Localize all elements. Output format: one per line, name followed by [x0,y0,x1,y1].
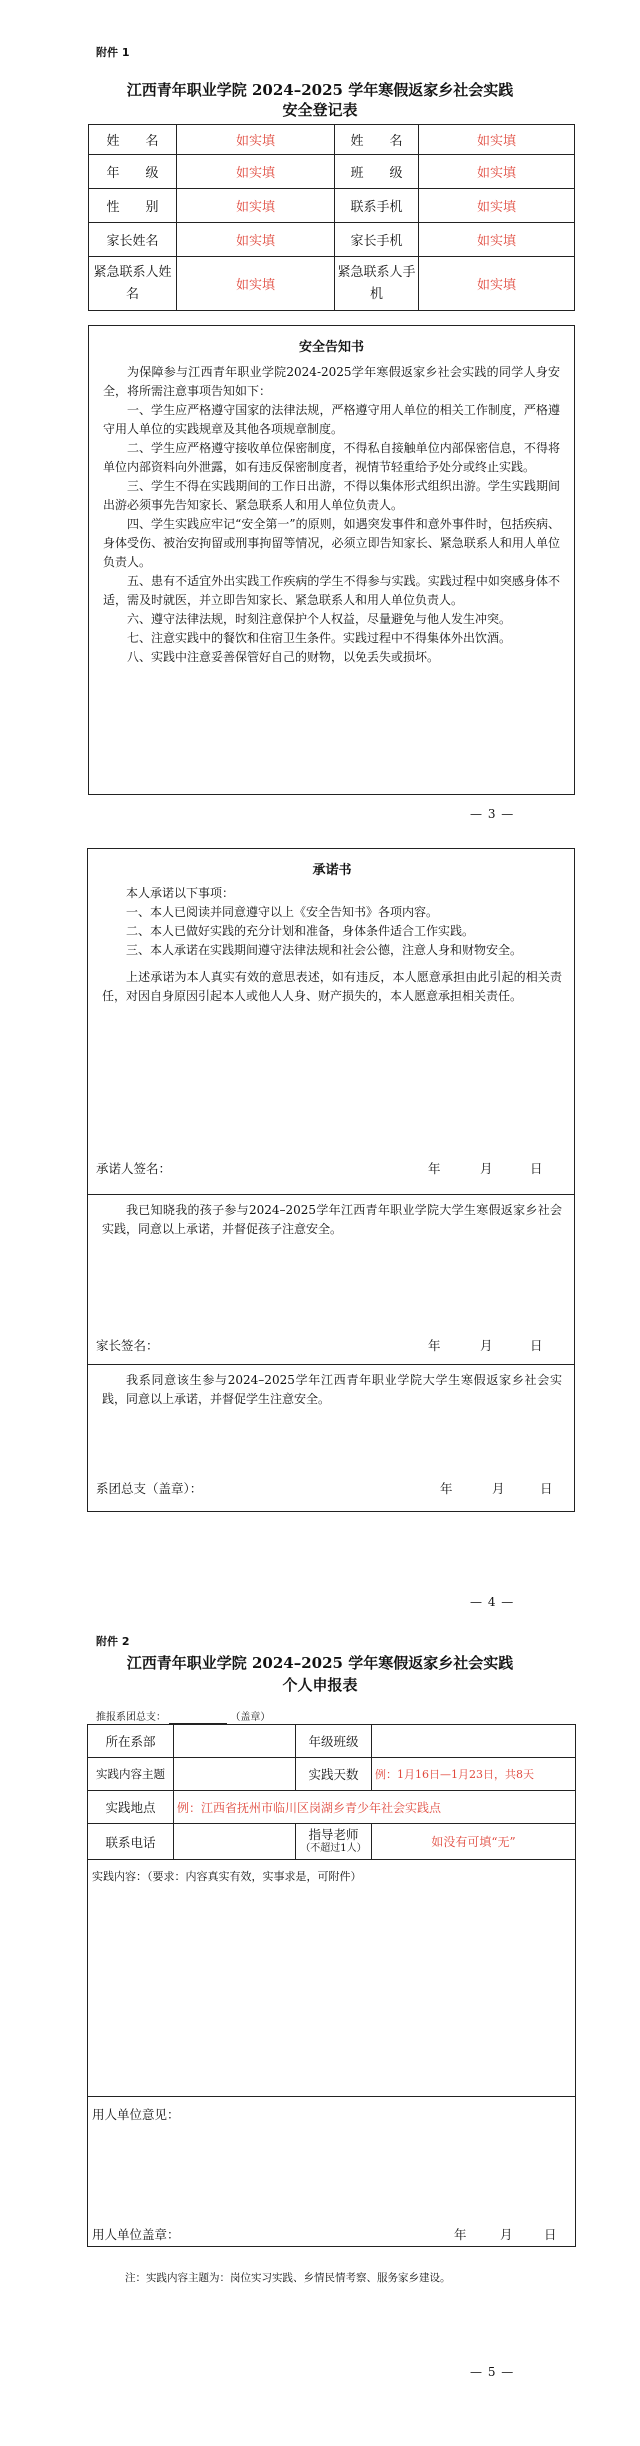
attachment-label: 附件 1 [96,46,130,59]
theme-label: 实践内容主题 [88,1758,174,1791]
divider [88,1194,574,1195]
application-table [87,1724,576,2247]
date-month: 月 [480,1338,493,1353]
teacher-label: 指导老师 [308,1826,359,1842]
field-value[interactable]: 如实填 [419,125,575,155]
date-day: 日 [544,2227,557,2242]
field-label: 紧急联系人手机 [335,257,419,311]
notice-paragraph: 八、实践中注意妥善保管好自己的财物，以免丢失或损坏。 [127,650,440,664]
field-value[interactable]: 如实填 [177,257,335,311]
notice-paragraph: 四、学生实践应牢记“安全第一”的原则，如遇突发事件和意外事件时，包括疾病、身体受伤、被治安拘留或刑事拘留等情况，必须立即告知家长、紧急联系人和用人单位负责人。 [103,517,560,569]
date-month: 月 [500,2227,513,2242]
pledge-section [102,859,562,1006]
grade-class-value[interactable] [372,1725,576,1758]
page-title [60,80,580,120]
parent-signature-label[interactable]: 家长签名： [96,1338,159,1353]
days-value[interactable]: 例：1月16日—1月23日，共8天 [372,1758,576,1791]
location-value[interactable]: 例：江西省抚州市临川区岗湖乡青少年社会实践点 [174,1791,576,1824]
pledge-paragraph: 一、本人已阅读并同意遵守以上《安全告知书》各项内容。 [126,905,439,919]
field-value[interactable]: 如实填 [177,155,335,189]
title-line-2: 个人申报表 [282,1676,358,1694]
department-seal-label[interactable]: 系团总支（盖章）： [96,1481,203,1496]
title-line-2: 安全登记表 [282,101,358,119]
field-label: 姓 名 [89,125,177,155]
department-approval-text: 我系同意该生参与2024–2025学年江西青年职业学院大学生寒假返家乡社会实践，同意以上承诺，并督促学生注意安全。 [102,1373,562,1406]
date-day: 日 [540,1481,553,1496]
table-row [89,257,575,311]
employer-seal-label: 用人单位盖章： [92,2227,180,2242]
theme-value[interactable] [174,1758,296,1791]
field-value[interactable]: 如实填 [419,257,575,311]
date-month: 月 [480,1161,493,1176]
notice-paragraph: 五、患有不适宜外出实践工作疾病的学生不得参与实践。实践过程中如突感身体不适，需及时就医，并立即告知家长、紧急联系人和用人单位负责人。 [103,574,560,607]
days-label: 实践天数 [296,1758,372,1791]
notice-paragraph: 为保障参与江西青年职业学院2024-2025学年寒假返家乡社会实践的同学人身安全，将所需注意事项告知如下： [103,365,560,398]
date-day: 日 [530,1338,543,1353]
field-label: 紧急联系人姓名 [89,257,177,311]
field-label: 联系手机 [335,189,419,223]
department-value[interactable] [174,1725,296,1758]
table-row [88,1758,576,1791]
pledge-title: 承诺书 [312,863,352,878]
date-day: 日 [530,1161,543,1176]
pledge-paragraph: 二、本人已做好实践的充分计划和准备，身体条件适合工作实践。 [126,924,475,938]
department-recommendation-label: 推报系团总支： [96,1712,166,1723]
table-row [89,155,575,189]
field-label: 班 级 [335,155,419,189]
department-blank[interactable] [169,1712,227,1724]
phone-label: 联系电话 [88,1824,174,1860]
table-row [89,125,575,155]
teacher-value[interactable]: 如没有可填“无” [372,1824,576,1860]
field-label: 姓 名 [335,125,419,155]
date-year: 年 [428,1338,441,1353]
safety-notice-box [88,325,575,795]
table-row [89,223,575,257]
pledge-paragraph: 本人承诺以下事项： [126,886,235,900]
grade-class-label: 年级班级 [296,1725,372,1758]
department-approval-section [102,1371,562,1409]
notice-paragraph: 一、学生应严格遵守国家的法律法规，严格遵守用人单位的相关工作制度，严格遵守用人单位的实践规章及其他各项规章制度。 [103,403,560,436]
table-row [88,1791,576,1824]
location-label: 实践地点 [88,1791,174,1824]
teacher-note: （不超过1人） [300,1842,367,1854]
pledger-signature-label[interactable]: 承诺人签名： [96,1161,172,1176]
table-row [89,189,575,223]
field-value[interactable]: 如实填 [177,189,335,223]
field-label: 家长姓名 [89,223,177,257]
table-row [88,2097,576,2247]
date-year: 年 [428,1161,441,1176]
field-value[interactable]: 如实填 [177,125,335,155]
page-number: — 4 — [470,1595,515,1609]
title-line-1: 江西青年职业学院 2024–2025 学年寒假返家乡社会实践 [126,81,514,99]
notice-paragraph: 六、遵守法律法规，时刻注意保护个人权益，尽量避免与他人发生冲突。 [127,612,512,626]
registration-table [88,124,575,311]
pledge-paragraph: 三、本人承诺在实践期间遵守法律法规和社会公德，注意人身和财物安全。 [126,943,523,957]
field-value[interactable]: 如实填 [177,223,335,257]
field-value[interactable]: 如实填 [419,189,575,223]
page-title [60,1652,580,1696]
divider [88,1364,574,1365]
practice-content-area[interactable] [88,1860,576,2097]
phone-value[interactable] [174,1824,296,1860]
attachment-label: 附件 2 [96,1635,130,1648]
stamp-note: （盖章） [230,1712,271,1723]
pledge-paragraph: 上述承诺为本人真实有效的意思表述，如有违反，本人愿意承担由此引起的相关责任，对因自身原因引起本人或他人人身、财产损失的，本人愿意承担相关责任。 [102,970,562,1003]
parent-consent-section [102,1201,562,1239]
date-year: 年 [440,1481,453,1496]
date-month: 月 [492,1481,505,1496]
department-label: 所在系部 [88,1725,174,1758]
field-value[interactable]: 如实填 [419,155,575,189]
field-label: 性 别 [89,189,177,223]
practice-content-label: 实践内容：（要求：内容真实有效，实事求是，可附件） [92,1870,362,1883]
date-year: 年 [454,2227,467,2242]
field-label: 年 级 [89,155,177,189]
notice-paragraph: 七、注意实践中的餐饮和住宿卫生条件。实践过程中不得集体外出饮酒。 [127,631,512,645]
department-recommendation-line [96,1708,270,1724]
table-row [88,1725,576,1758]
field-label: 家长手机 [335,223,419,257]
title-line-1: 江西青年职业学院 2024–2025 学年寒假返家乡社会实践 [126,1654,514,1672]
pledge-form-box [87,848,575,1512]
table-row [88,1824,576,1860]
field-value[interactable]: 如实填 [419,223,575,257]
footnote: 注：实践内容主题为：岗位实习实践、乡情民情考察、服务家乡建设。 [125,2272,451,2284]
table-row [88,1860,576,2097]
teacher-label-cell [296,1824,372,1860]
employer-opinion-label: 用人单位意见： [92,2107,180,2122]
page-number: — 5 — [470,2365,515,2379]
notice-title: 安全告知书 [298,340,364,355]
notice-paragraph: 三、学生不得在实践期间的工作日出游，不得以集体形式组织出游。学生实践期间出游必须事先告知家长、紧急联系人和用人单位负责人。 [103,479,560,512]
notice-paragraph: 二、学生应严格遵守接收单位保密制度，不得私自接触单位内部保密信息，不得将单位内部资料向外泄露，如有违反保密制度者，视情节轻重给予处分或终止实践。 [103,441,560,474]
parent-consent-text: 我已知晓我的孩子参与2024–2025学年江西青年职业学院大学生寒假返家乡社会实践，同意以上承诺，并督促孩子注意安全。 [102,1203,562,1236]
page-number: — 3 — [470,807,515,821]
employer-opinion-area[interactable] [88,2097,576,2247]
